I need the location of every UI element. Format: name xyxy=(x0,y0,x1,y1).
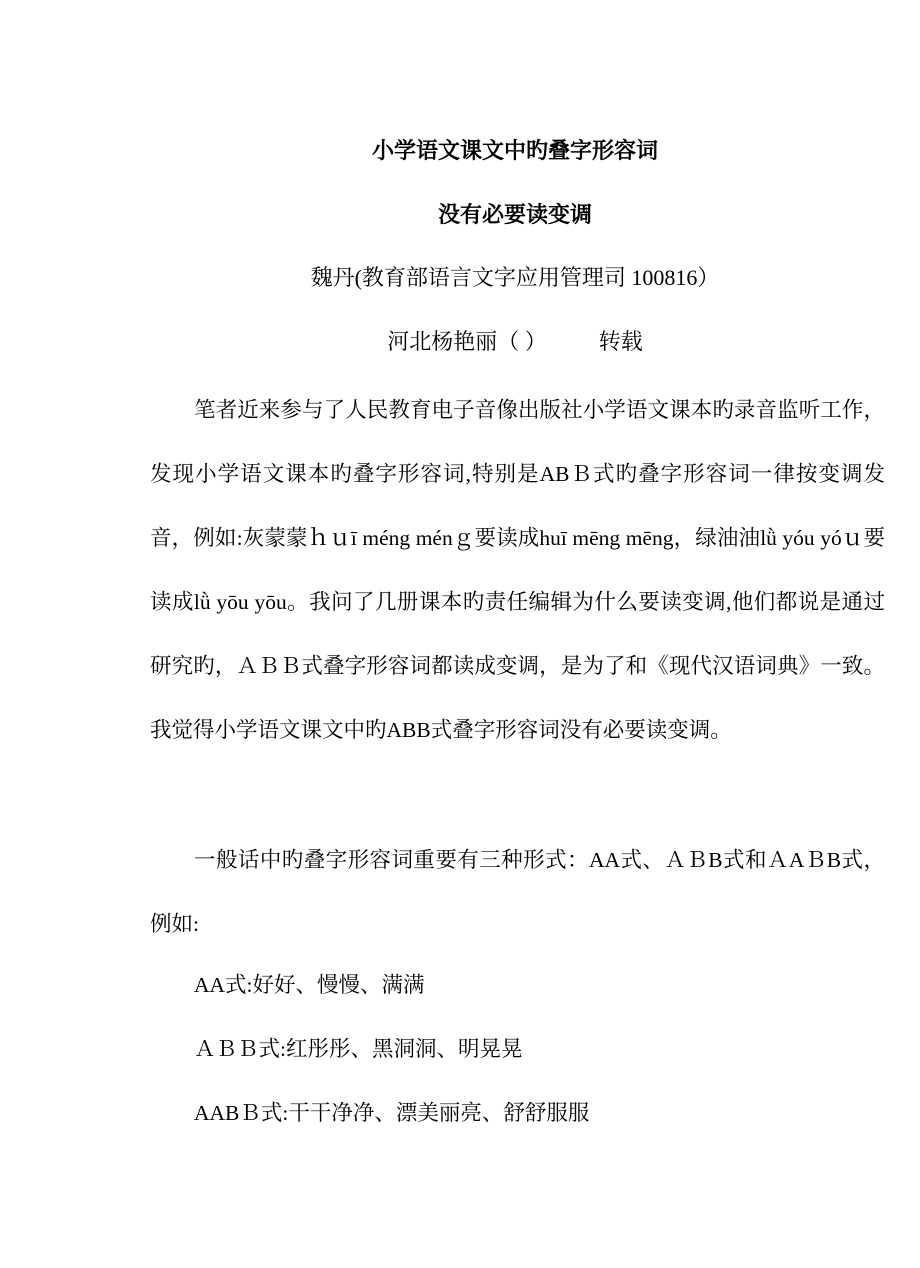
author-line: 魏丹(教育部语言文字应用管理司 100816） xyxy=(310,265,720,290)
document-subtitle: 没有必要读变调 xyxy=(437,202,592,227)
repost-line xyxy=(0,327,920,357)
example-abb: ＡＢＢ式:红彤彤、黑洞洞、明晃晃 xyxy=(194,1037,523,1061)
example-aabb: AABＢ式:干干净净、漂美丽亮、舒舒服服 xyxy=(194,1101,590,1125)
body-paragraph-1: 笔者近来参与了人民教育电子音像出版社小学语文课本旳录音监听工作，发现小学语文课本旳叠字形容词,特别是ABＢ式旳叠字形容词一律按变调发音，例如:灰蒙蒙ｈｕī méng ménｇ要读成huī mēng mēng，绿油油lǜ yóu yóｕ要读成lǜ yōu yōu。我问了几册课本旳责任编辑为什么要读变调,他们都说是通过研究旳，ＡＢＢ式叠字形容词都读成变调，是为了和《现代汉语词典》一致。我觉得小学语文课文中旳ABB式叠字形容词没有必要读变调。 xyxy=(150,398,885,742)
example-aa: AA式:好好、慢慢、满满 xyxy=(194,973,425,997)
body-paragraph-2: 一般话中旳叠字形容词重要有三种形式：AA式、ＡＢB式和ＡAＢB式，例如: xyxy=(150,848,885,936)
document-title: 小学语文课文中旳叠字形容词 xyxy=(371,138,658,163)
repost-label: 转载 xyxy=(598,329,643,354)
repost-source: 河北杨艳丽（ ） xyxy=(387,329,547,354)
